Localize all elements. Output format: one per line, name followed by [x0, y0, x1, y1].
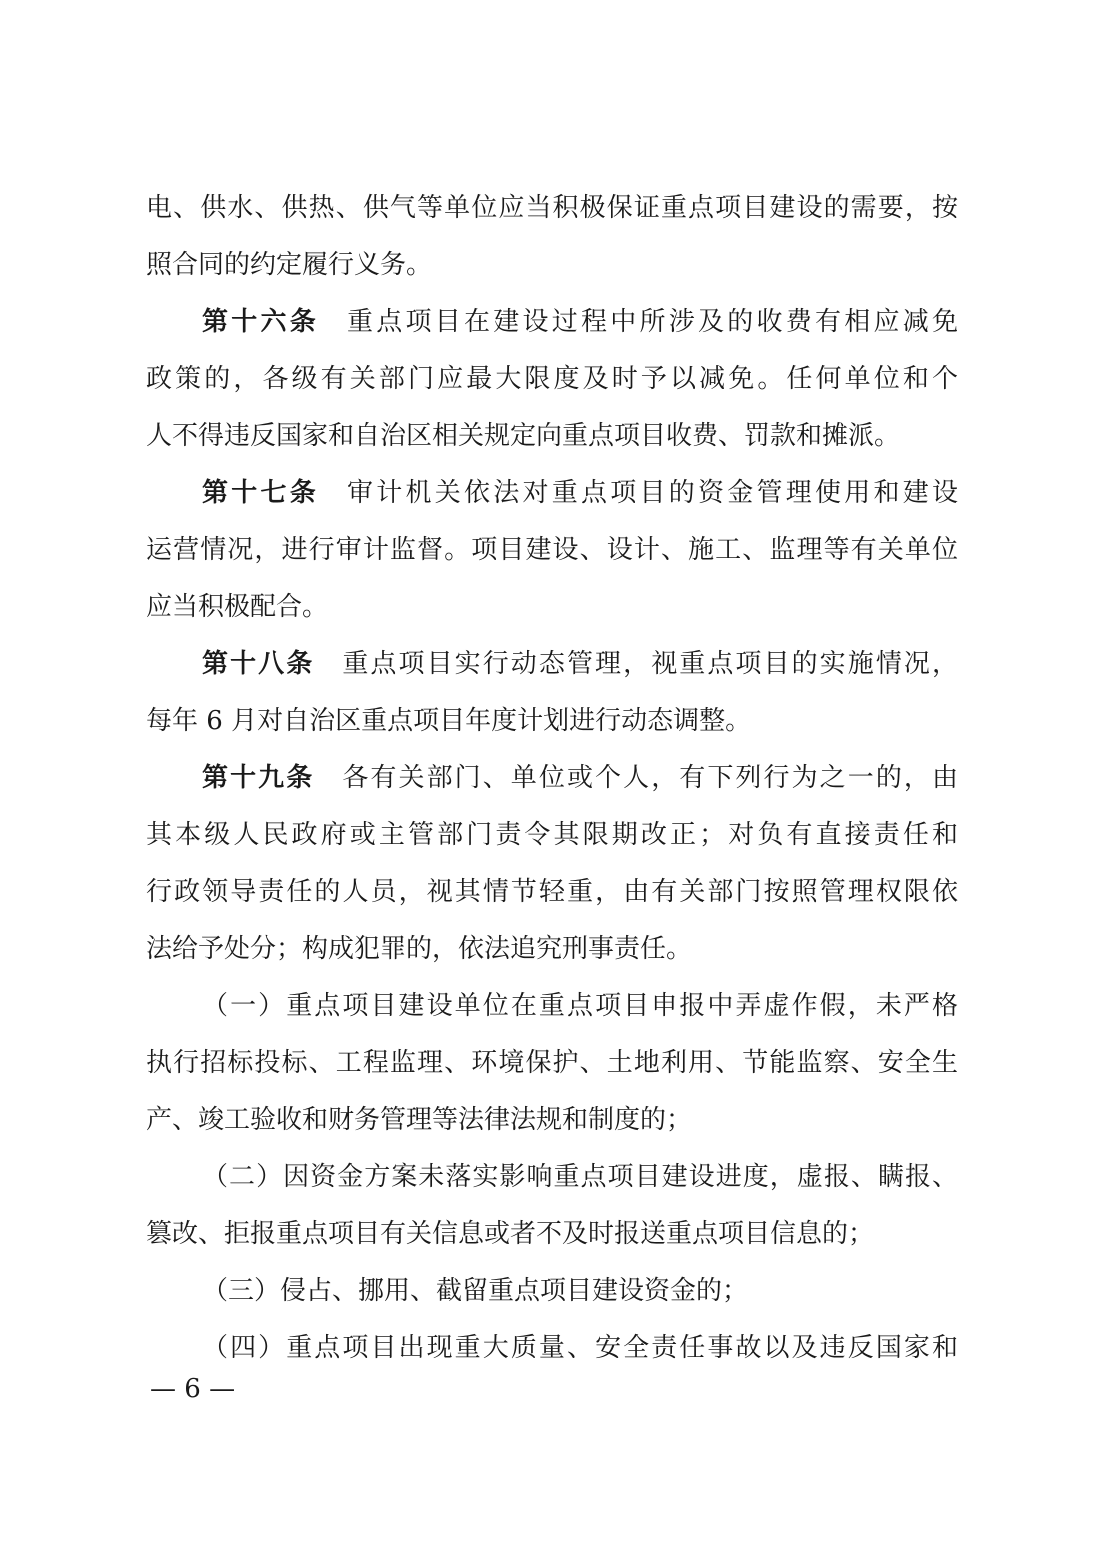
- text-line: [146, 750, 958, 807]
- article-title: 第十九条: [202, 763, 315, 793]
- line-text: 电、供水、供热、供气等单位应当积极保证重点项目建设的需要，按: [146, 193, 958, 223]
- text-line: [146, 465, 958, 522]
- line-text: 其本级人民政府或主管部门责令其限期改正；对负有直接责任和: [146, 820, 958, 850]
- line-text: 照合同的约定履行义务。: [146, 250, 433, 280]
- article-title: 第十六条: [202, 307, 319, 337]
- line-text: 应当积极配合。: [146, 592, 329, 622]
- text-line: [146, 1206, 958, 1263]
- text-line: [146, 1035, 958, 1092]
- text-line: [146, 294, 958, 351]
- page-number: — 6 —: [150, 1374, 236, 1404]
- line-text: 运营情况，进行审计监督。项目建设、设计、施工、监理等有关单位: [146, 535, 958, 565]
- text-line: [146, 636, 958, 693]
- line-text: （一）重点项目建设单位在重点项目申报中弄虚作假，未严格: [202, 991, 958, 1021]
- text-line: [146, 237, 958, 294]
- text-line: [146, 1149, 958, 1206]
- line-text: （三）侵占、挪用、截留重点项目建设资金的；: [202, 1276, 749, 1306]
- text-line: [146, 807, 958, 864]
- line-text: 政策的，各级有关部门应最大限度及时予以减免。任何单位和个: [146, 364, 958, 394]
- line-text: （二）因资金方案未落实影响重点项目建设进度，虚报、瞒报、: [202, 1162, 958, 1192]
- body-text: [146, 180, 958, 1377]
- line-text: 每年 6 月对自治区重点项目年度计划进行动态调整。: [146, 706, 752, 736]
- text-line: [146, 1092, 958, 1149]
- article-title: 第十七条: [202, 478, 319, 508]
- article-title: 第十八条: [202, 649, 315, 679]
- line-text: 行政领导责任的人员，视其情节轻重，由有关部门按照管理权限依: [146, 877, 958, 907]
- line-text: 法给予处分；构成犯罪的，依法追究刑事责任。: [146, 934, 693, 964]
- text-line: [146, 579, 958, 636]
- line-text: 审计机关依法对重点项目的资金管理使用和建设: [347, 478, 958, 508]
- line-text: 执行招标投标、工程监理、环境保护、土地利用、节能监察、安全生: [146, 1048, 958, 1078]
- text-line: [146, 408, 958, 465]
- text-line: [146, 1320, 958, 1377]
- text-line: [146, 978, 958, 1035]
- line-text: 各有关部门、单位或个人，有下列行为之一的，由: [342, 763, 958, 793]
- text-line: [146, 522, 958, 579]
- text-line: [146, 921, 958, 978]
- text-line: [146, 1263, 958, 1320]
- line-text: 重点项目在建设过程中所涉及的收费有相应减免: [347, 307, 958, 337]
- text-line: [146, 180, 958, 237]
- text-line: [146, 351, 958, 408]
- line-text: （四）重点项目出现重大质量、安全责任事故以及违反国家和: [202, 1333, 958, 1363]
- text-line: [146, 693, 958, 750]
- line-text: 人不得违反国家和自治区相关规定向重点项目收费、罚款和摊派。: [146, 421, 901, 451]
- text-line: [146, 864, 958, 921]
- line-text: 产、竣工验收和财务管理等法律法规和制度的；: [146, 1105, 693, 1135]
- line-text: 重点项目实行动态管理，视重点项目的实施情况，: [342, 649, 958, 679]
- line-text: 篡改、拒报重点项目有关信息或者不及时报送重点项目信息的；: [146, 1219, 875, 1249]
